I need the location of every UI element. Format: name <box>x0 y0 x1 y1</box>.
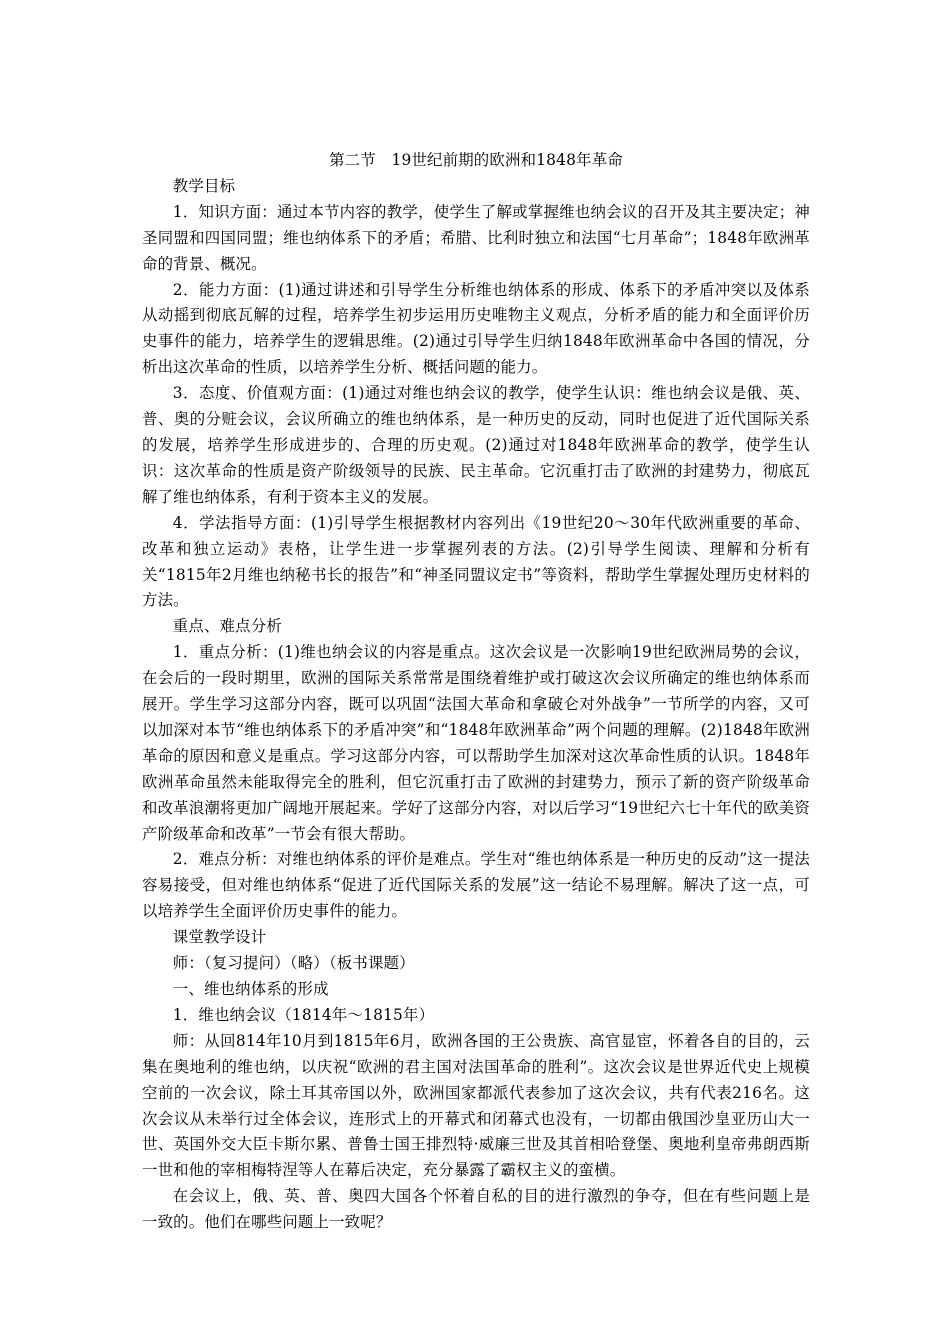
section-heading-design: 课堂教学设计 <box>172 928 267 947</box>
document-page <box>142 148 810 1236</box>
section-heading-objectives: 教学目标 <box>172 176 236 195</box>
section-heading-key-points: 重点、难点分析 <box>172 617 282 636</box>
subheading-vienna-system: 一、维也纳体系的形成 <box>172 980 329 998</box>
paragraph-method: 4．学法指导方面：(1)引导学生根据教材内容列出《19世纪20～30年代欧洲重要的革命、改革和独立运动》表格，让学生进一步掌握列表的方法。(2)引导学生阅读、理解和分析有关“1815年2月维也纳秘书长的报告”和“神圣同盟议定书”等资料，帮助学生掌握处理历史材料的方法。 <box>142 513 810 610</box>
paragraph-congress-description: 师：从回814年10月到1815年6月，欧洲各国的王公贵族、高官显宦，怀着各自的目的，云集在奥地利的维也纳，以庆祝“欧洲的君主国对法国革命的胜利”。这次会议是世界近代史上规模空前的一次会议，除土耳其帝国以外，欧洲国家都派代表参加了这次会议，共有代表216名。这次会议从未举行过全体会议，连形式上的开幕式和闭幕式也没有，一切都由俄国沙皇亚历山大一世、英国外交大臣卡斯尔累、普鲁士国王排烈特·威廉三世及其首相哈登堡、奥地利皇帝弗朗西斯一世和他的宰相梅特涅等人在幕后决定，充分暴露了霸权主义的蛮横。 <box>142 1031 810 1180</box>
paragraph-knowledge: 1．知识方面：通过本节内容的教学，使学生了解或掌握维也纳会议的召开及其主要决定；神圣同盟和四国同盟；维也纳体系下的矛盾；希腊、比利时独立和法国“七月革命”；1848年欧洲革命的背景、概况。 <box>142 202 810 273</box>
paragraph-difficulty-analysis: 2．难点分析：对维也纳体系的评价是难点。学生对“维也纳体系是一种历史的反动”这一提法容易接受，但对维也纳体系“促进了近代国际关系的发展”这一结论不易理解。解决了这一点，可以培养学生全面评价历史事件的能力。 <box>142 850 810 921</box>
paragraph-ability: 2．能力方面：(1)通过讲述和引导学生分析维也纳体系的形成、体系下的矛盾冲突以及体系从动摇到彻底瓦解的过程，培养学生初步运用历史唯物主义观点，分析矛盾的能力和全面评价历史事件的能力，培养学生的逻辑思维。(2)通过引导学生归纳1848年欧洲革命中各国的情况，分析出这次革命的性质，以培养学生分析、概括问题的能力。 <box>142 280 810 377</box>
paragraph-attitude: 3．态度、价值观方面：(1)通过对维也纳会议的教学，使学生认识：维也纳会议是俄、英、普、奥的分赃会议，会议所确立的维也纳体系，是一种历史的反动，同时也促进了近代国际关系的发展，培养学生形成进步的、合理的历史观。(2)通过对1848年欧洲革命的教学，使学生认识：这次革命的性质是资产阶级领导的民族、民主革命。它沉重打击了欧洲的封建势力，彻底瓦解了维也纳体系，有利于资本主义的发展。 <box>142 384 810 506</box>
paragraph-congress-question: 在会议上，俄、英、普、奥四大国各个怀着自私的目的进行激烈的争夺，但在有些问题上是一致的。他们在哪些问题上一致呢？ <box>142 1187 810 1232</box>
document-title: 第二节 19世纪前期的欧洲和1848年革命 <box>329 151 623 169</box>
teacher-review-line: 师：（复习提问）（略）（板书课题） <box>172 954 415 973</box>
paragraph-key-analysis: 1．重点分析：(1)维也纳会议的内容是重点。这次会议是一次影响19世纪欧洲局势的会议，在会后的一段时期里，欧洲的国际关系常常是围绕着维护或打破这次会议所确定的维也纳体系而展开。学生学习这部分内容，既可以巩固“法国大革命和拿破仑对外战争”一节所学的内容，又可以加深对本节“维也纳体系下的矛盾冲突”和“1848年欧洲革命”两个问题的理解。(2)1848年欧洲革命的原因和意义是重点。学习这部分内容，可以帮助学生加深对这次革命性质的认识。1848年欧洲革命虽然未能取得完全的胜利，但它沉重打击了欧洲的封建势力，预示了新的资产阶级革命和改革浪潮将更加广阔地开展起来。学好了这部分内容，对以后学习“19世纪六七十年代的欧美资产阶级革命和改革”一节会有很大帮助。 <box>142 643 810 843</box>
subheading-vienna-congress: 1．维也纳会议（1814年～1815年） <box>172 1005 435 1024</box>
